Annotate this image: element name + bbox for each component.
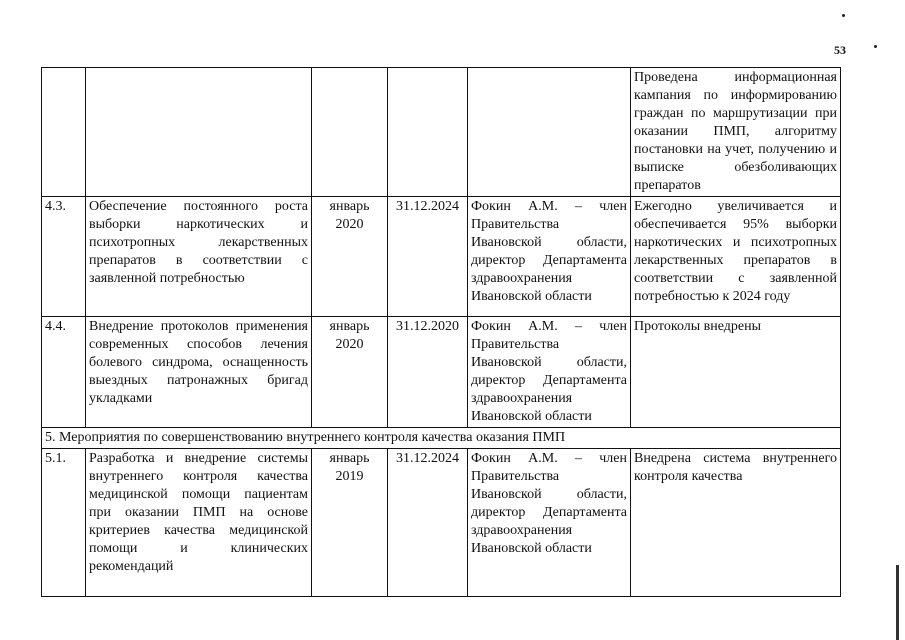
cell-result: Внедрена система внутреннего контроля качества: [631, 449, 841, 597]
cell-responsible: Фокин А.М. – член Правительства Ивановской области, директор Департамента здравоохранения Ивановской области: [468, 197, 631, 317]
scan-speck: [842, 14, 845, 17]
cell-responsible: [468, 68, 631, 197]
section-title: 5. Мероприятия по совершенствованию внутреннего контроля качества оказания ПМП: [42, 428, 841, 449]
cell-num: 5.1.: [42, 449, 86, 597]
cell-result: Проведена информационная кампания по информированию граждан по маршрутизации при оказании ПМП, алгоритму постановки на учет, получению и выписке обезболивающих препаратов: [631, 68, 841, 197]
page-number: 53: [834, 43, 846, 57]
measures-table: [41, 67, 841, 597]
cell-num: [42, 68, 86, 197]
cell-start: январь 2020: [312, 317, 388, 428]
scan-speck: [874, 45, 877, 48]
section-row: [42, 428, 841, 449]
scan-edge-mark: [896, 565, 899, 640]
cell-end: [388, 68, 468, 197]
cell-result: Ежегодно увеличивается и обеспечивается 95% выборки наркотических и психотропных лекарственных препаратов в соответствии с заявленной потребностью к 2024 году: [631, 197, 841, 317]
table-row: [42, 197, 841, 317]
cell-end: 31.12.2024: [388, 449, 468, 597]
cell-start: [312, 68, 388, 197]
cell-responsible: Фокин А.М. – член Правительства Ивановской области, директор Департамента здравоохранения Ивановской области: [468, 317, 631, 428]
cell-end: 31.12.2024: [388, 197, 468, 317]
cell-responsible: Фокин А.М. – член Правительства Ивановской области, директор Департамента здравоохранения Ивановской области: [468, 449, 631, 597]
cell-start: январь 2020: [312, 197, 388, 317]
cell-num: 4.3.: [42, 197, 86, 317]
table-row: [42, 317, 841, 428]
cell-description: Разработка и внедрение системы внутреннего контроля качества медицинской помощи пациентам при оказании ПМП на основе критериев качества медицинской помощи и клинических рекомендаций: [86, 449, 312, 597]
cell-start: январь 2019: [312, 449, 388, 597]
table-row: [42, 449, 841, 597]
cell-result: Протоколы внедрены: [631, 317, 841, 428]
cell-end: 31.12.2020: [388, 317, 468, 428]
cell-description: Внедрение протоколов применения современных способов лечения болевого синдрома, оснащенность выездных патронажных бригад укладками: [86, 317, 312, 428]
table-row-continuation: [42, 68, 841, 197]
cell-num: 4.4.: [42, 317, 86, 428]
cell-description: [86, 68, 312, 197]
cell-description: Обеспечение постоянного роста выборки наркотических и психотропных лекарственных препаратов в соответствии с заявленной потребностью: [86, 197, 312, 317]
